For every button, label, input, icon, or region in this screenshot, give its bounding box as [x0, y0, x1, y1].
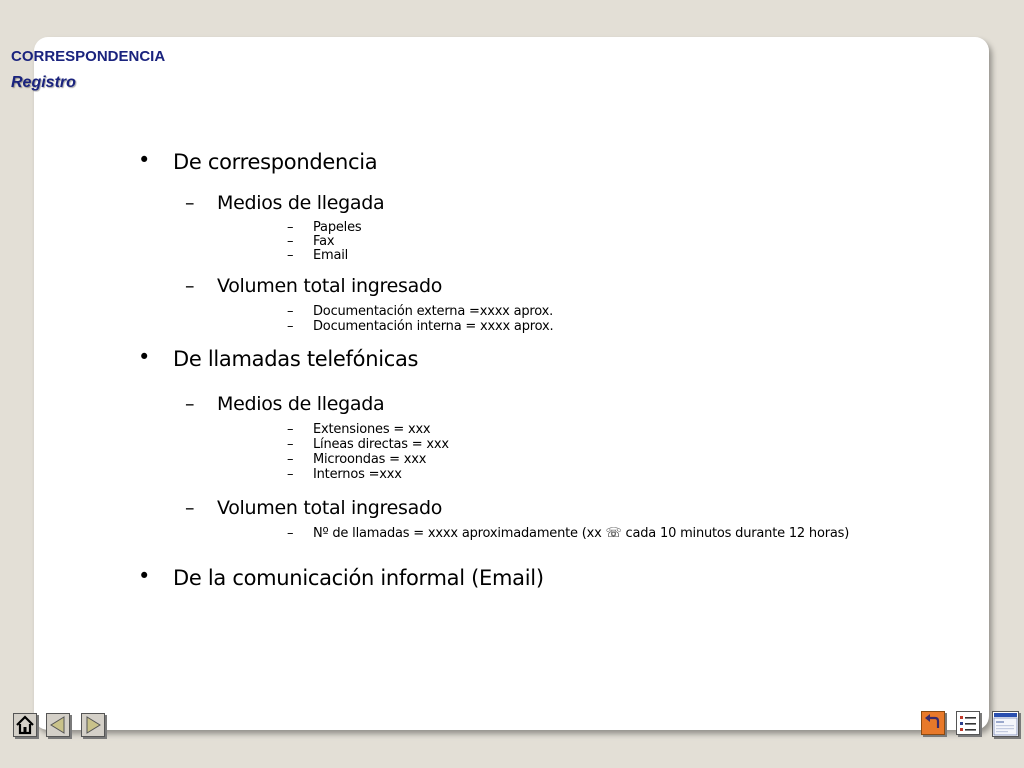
list-item-label: Documentación externa =xxxx aprox. — [313, 304, 554, 319]
home-icon — [14, 714, 36, 736]
list-item — [287, 467, 402, 482]
return-button[interactable] — [921, 711, 945, 735]
list-item-label: Documentación interna = xxxx aprox. — [313, 319, 554, 334]
dash-marker: – — [287, 248, 294, 263]
dash-marker: – — [287, 526, 294, 541]
section-subtitle: Registro — [11, 74, 76, 91]
list-item-label: Internos =xxx — [313, 467, 402, 482]
bullet-correspondencia — [138, 148, 378, 174]
sub-bullet-label: Volumen total ingresado — [217, 497, 443, 519]
dash-marker: – — [287, 467, 294, 482]
dash-marker: – — [287, 234, 294, 249]
dash-marker: – — [287, 452, 294, 467]
sub-bullet-label: Medios de llegada — [217, 192, 385, 214]
list-item-label: Microondas = xxx — [313, 452, 427, 467]
list-item-label: Fax — [313, 234, 335, 249]
list-item — [287, 220, 362, 235]
bullet-comunicacion-informal — [138, 564, 544, 590]
list-item-label: Extensiones = xxx — [313, 422, 431, 437]
outline-button[interactable] — [956, 711, 980, 735]
list-item — [287, 248, 349, 263]
window-button[interactable] — [992, 711, 1019, 737]
dash-marker: – — [185, 275, 195, 297]
next-slide-button[interactable] — [81, 713, 105, 737]
previous-slide-button[interactable] — [46, 713, 70, 737]
bullet-llamadas-telefonicas — [138, 345, 419, 371]
bullet-marker: • — [138, 564, 151, 588]
arrow-left-icon — [47, 714, 69, 736]
section-title: CORRESPONDENCIA — [11, 48, 166, 65]
list-item-label: Papeles — [313, 220, 362, 235]
dash-marker: – — [185, 497, 195, 519]
bullet-label: De la comunicación informal (Email) — [173, 566, 544, 590]
bullet-label: De llamadas telefónicas — [173, 347, 419, 371]
list-item — [287, 234, 335, 249]
list-item-label: Email — [313, 248, 349, 263]
dash-marker: – — [185, 192, 195, 214]
dash-marker: – — [287, 437, 294, 452]
dash-marker: – — [287, 220, 294, 235]
list-item — [287, 422, 431, 437]
list-item-label: Líneas directas = xxx — [313, 437, 449, 452]
return-icon — [922, 712, 944, 734]
window-icon — [993, 712, 1018, 736]
sub-bullet-label: Volumen total ingresado — [217, 275, 443, 297]
sub-bullet-label: Medios de llegada — [217, 393, 385, 415]
sub-bullet-volumen-total — [185, 275, 443, 297]
dash-marker: – — [185, 393, 195, 415]
sub-bullet-medios-llegada — [185, 393, 385, 415]
list-item — [287, 437, 449, 452]
list-item — [287, 319, 554, 334]
dash-marker: – — [287, 319, 294, 334]
bullet-marker: • — [138, 148, 151, 172]
slide-card — [34, 37, 989, 730]
home-button[interactable] — [13, 713, 37, 737]
bullet-marker: • — [138, 345, 151, 369]
list-item — [287, 526, 850, 541]
dash-marker: – — [287, 422, 294, 437]
bullet-label: De correspondencia — [173, 150, 378, 174]
sub-bullet-volumen-total — [185, 497, 443, 519]
list-item — [287, 452, 427, 467]
list-icon — [957, 712, 979, 734]
sub-bullet-medios-llegada — [185, 192, 385, 214]
arrow-right-icon — [82, 714, 104, 736]
dash-marker: – — [287, 304, 294, 319]
list-item — [287, 304, 554, 319]
list-item-label: Nº de llamadas = xxxx aproximadamente (xx ☏ cada 10 minutos durante 12 horas) — [313, 526, 850, 541]
